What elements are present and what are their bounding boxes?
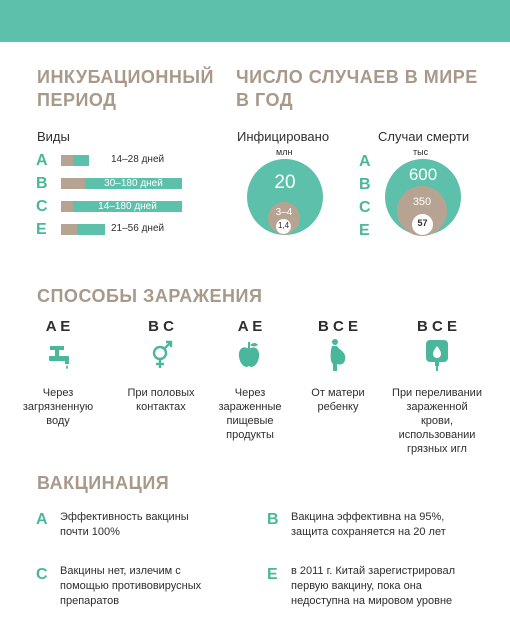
vaccination-letter: B (267, 511, 279, 528)
vaccination-text: Вакцина эффективна на 95%, защита сохраняется на 20 лет (291, 511, 446, 538)
vaccination-title: ВАКЦИНАЦИЯ (37, 473, 170, 493)
bar-min (61, 155, 73, 166)
cases-title-line1: ЧИСЛО СЛУЧАЕВ В МИРЕ (236, 67, 478, 87)
infected-small-value: 1,4 (277, 221, 290, 230)
bar-min (61, 178, 85, 189)
gender-icon (148, 340, 176, 370)
transmission-title: СПОСОБЫ ЗАРАЖЕНИЯ (37, 286, 263, 306)
vaccination-letter: E (267, 566, 278, 583)
bar-min (61, 224, 77, 235)
row-letter: C (36, 198, 48, 215)
row-letter: B (36, 175, 48, 192)
faucet-icon (47, 343, 73, 369)
incubation-title-line2: ПЕРИОД (37, 90, 117, 110)
cases-title (236, 66, 478, 112)
deaths-letter-b: B (359, 176, 371, 193)
infected-mid-value: 3–4 (275, 207, 293, 218)
transmission-letters: B C E (416, 318, 457, 335)
transmission-letters: A E (45, 318, 71, 335)
vaccination-text: Вакцины нет, излечим с помощью противовирусных препаратов (60, 565, 202, 607)
pregnant-icon (325, 338, 351, 372)
deaths-letter-a: A (359, 153, 371, 170)
deaths-letter-e: E (359, 222, 370, 239)
deaths-unit: тыс (413, 147, 429, 157)
transmission-text: При переливании зараженной крови, использовании грязных игл (392, 387, 482, 455)
bar-label: 21–56 дней (111, 223, 165, 234)
incubation-title-line1: ИНКУБАЦИОННЫЙ (37, 67, 214, 87)
bar-range (77, 224, 105, 235)
infected-label: Инфицировано (237, 129, 330, 144)
deaths-letter-c: C (359, 199, 371, 216)
cases-title-line2: В ГОД (236, 90, 294, 110)
row-letter: E (36, 221, 47, 238)
transmission-letters: B C (148, 318, 174, 335)
bar-range (73, 155, 89, 166)
infected-big-value: 20 (274, 172, 296, 193)
row-letter: A (36, 152, 48, 169)
blood-bag-icon (424, 338, 450, 372)
transmission-text: От матери ребенку (311, 387, 365, 413)
transmission-text: При половых контактах (127, 387, 195, 413)
transmission-letters: B C E (317, 318, 358, 335)
infected-unit: млн (276, 147, 293, 157)
vaccination-letter: C (36, 566, 48, 583)
incubation-title (37, 66, 214, 112)
bar-range: 14–180 дней (73, 201, 182, 212)
deaths-small-value: 57 (417, 218, 428, 228)
vaccination-text: Эффективность вакцины почти 100% (60, 511, 189, 538)
apple-icon (236, 340, 262, 370)
transmission-letters: A E (237, 318, 263, 335)
deaths-mid-value: 350 (412, 196, 432, 208)
top-banner (0, 0, 510, 42)
types-label: Виды (37, 129, 70, 144)
deaths-label: Случаи смерти (378, 129, 470, 144)
bar-range: 30–180 дней (85, 178, 182, 189)
bar-min (61, 201, 73, 212)
vaccination-letter: A (36, 511, 48, 528)
vaccination-text: в 2011 г. Китай зарегистрировал первую вакцину, пока она недоступна на мировом уровне (291, 565, 456, 607)
transmission-text: Через загрязненную воду (22, 387, 94, 427)
deaths-big-value: 600 (408, 165, 438, 184)
transmission-text: Через зараженные пищевые продукты (218, 387, 282, 441)
bar-label: 14–28 дней (111, 154, 165, 165)
